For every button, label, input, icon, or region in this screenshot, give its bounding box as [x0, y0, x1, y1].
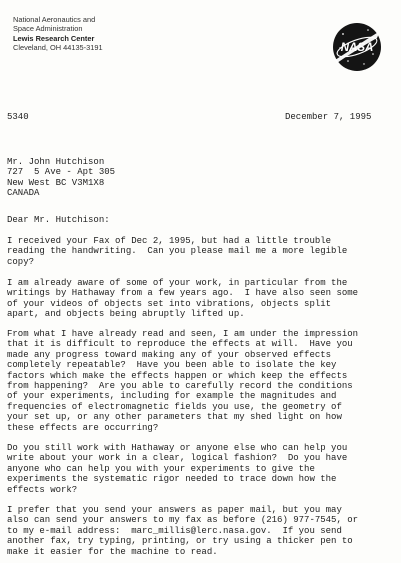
body-paragraph-4: Do you still work with Hathaway or anyone else who can help you write about your work in a clear, logical fashion? Do you have anyone who can help you with your experiments to give the experiments the systematic rigor needed to trace down how the effects work? [7, 443, 348, 495]
agency-name-line2: Space Administration [13, 24, 83, 33]
recipient-address: Mr. John Hutchison 727 5 Ave - Apt 305 New West BC V3M1X8 CANADA [7, 157, 116, 199]
reference-number: 5340 [7, 112, 29, 122]
body-paragraph-2: I am already aware of some of your work, in particular from the writings by Hathaway from a few years ago. I have also seen some of your videos of objects set into vibrations, objects split apart, and objects being abruptly lifted up. [7, 278, 359, 320]
nasa-logo-text: NASA [340, 42, 374, 54]
salutation: Dear Mr. Hutchison: [7, 215, 110, 225]
nasa-logo-icon [331, 21, 383, 73]
letterhead [13, 15, 103, 52]
body-paragraph-5: I prefer that you send your answers as paper mail, but you may also can send your answers to my fax as before (216) 977-7545, or to my e-mail address: marc_millis@lerc.nasa.gov. If you send another fax, try typing, printing, or try using a thicker pen to make it easier for the machine to read. [7, 505, 359, 557]
center-name: Lewis Research Center [13, 34, 95, 43]
body-paragraph-3: From what I have already read and seen, I am under the impression that it is difficult to reproduce the effects at will. Have you made any progress toward making any of your observed effects completely repeatable? Have you been able to isolate the key factors which make the effects happen or which keep the effects from happening? Are you able to carefully record the conditions of your experiments, including for example the magnitudes and frequencies of electromagnetic fields you use, the geometry of your set up, or any other parameters that my shed light on how these effects are occurring? [7, 329, 359, 433]
center-address: Cleveland, OH 44135-3191 [13, 43, 103, 52]
body-paragraph-1: I received your Fax of Dec 2, 1995, but had a little trouble reading the handwriting. Can you please mail me a more legible copy? [7, 236, 348, 267]
letter-date: December 7, 1995 [285, 112, 372, 122]
agency-name-line1: National Aeronautics and [13, 15, 96, 24]
